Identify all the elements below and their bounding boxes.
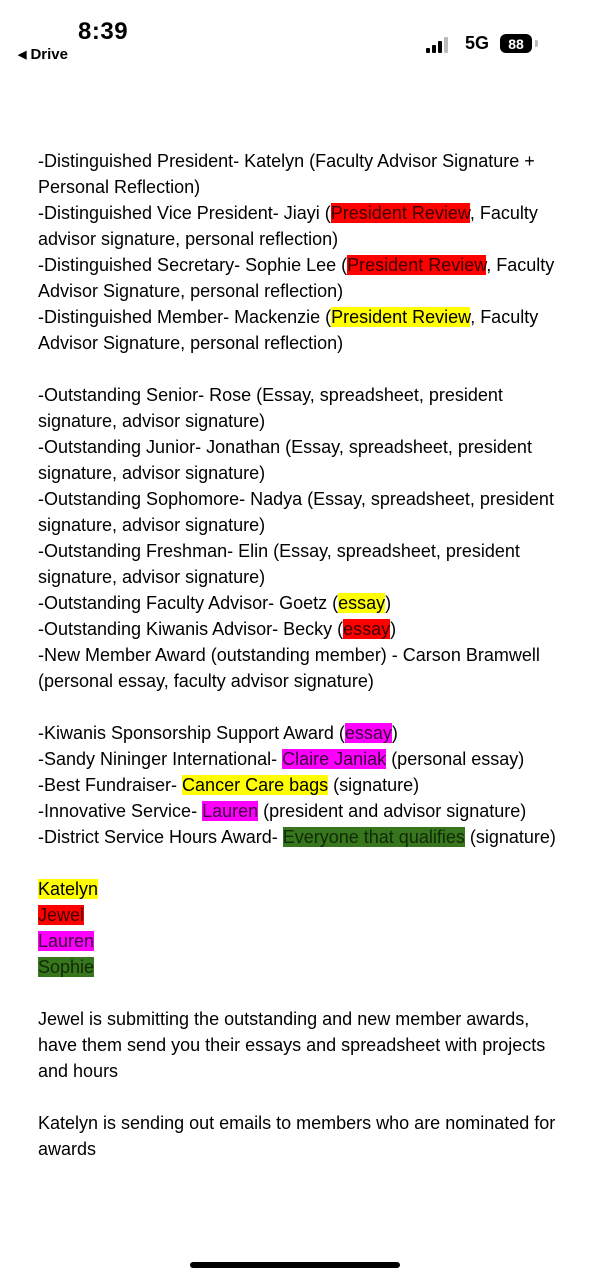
highlight-katelyn: President Review: [331, 307, 471, 327]
highlight-lauren: essay: [344, 723, 392, 743]
back-arrow-icon: ◀: [18, 49, 27, 61]
document-body: [38, 148, 568, 1162]
award-line: -Outstanding Freshman- Elin (Essay, spreadsheet, president signature, advisor signature): [38, 541, 520, 587]
award-line: -Distinguished Member- Mackenzie (President Review, Faculty Advisor Signature, personal reflection): [38, 307, 539, 353]
battery-cap-icon: [535, 40, 538, 47]
highlight-lauren: Lauren: [202, 801, 259, 821]
award-line: -Outstanding Senior- Rose (Essay, spreadsheet, president signature, advisor signature): [38, 385, 503, 431]
battery-icon: [500, 34, 532, 53]
award-line: -Outstanding Faculty Advisor- Goetz (essay): [38, 593, 392, 613]
award-line: -Outstanding Junior- Jonathan (Essay, spreadsheet, president signature, advisor signature): [38, 437, 532, 483]
award-line: -Kiwanis Sponsorship Support Award (essay): [38, 723, 398, 743]
award-line: -Innovative Service- Lauren (president and advisor signature): [38, 801, 527, 821]
home-indicator[interactable]: [190, 1262, 400, 1268]
legend-item-jewel: Jewel: [38, 905, 85, 925]
highlight-jewel: President Review: [330, 203, 470, 223]
highlight-sophie: Everyone that qualifies: [282, 827, 465, 847]
award-line: -Distinguished Secretary- Sophie Lee (President Review, Faculty Advisor Signature, personal reflection): [38, 255, 555, 301]
clock-time: 8:39: [78, 18, 129, 45]
highlight-katelyn: Cancer Care bags: [182, 775, 329, 795]
award-line: -Distinguished President- Katelyn (Faculty Advisor Signature + Personal Reflection): [38, 151, 535, 197]
network-type: 5G: [465, 33, 490, 53]
award-line: -Distinguished Vice President- Jiayi (President Review, Faculty advisor signature, personal reflection): [38, 203, 538, 249]
back-link-label: Drive: [30, 46, 68, 63]
award-line: -Best Fundraiser- Cancer Care bags (signature): [38, 775, 420, 795]
award-line: -District Service Hours Award- Everyone that qualifies (signature): [38, 827, 556, 847]
status-bar: [0, 0, 590, 80]
award-line: -Sandy Nininger International- Claire Janiak (personal essay): [38, 749, 525, 769]
award-line: -New Member Award (outstanding member) - Carson Bramwell (personal essay, faculty advisor signature): [38, 645, 540, 691]
legend-item-lauren: Lauren: [38, 931, 95, 951]
award-line: -Outstanding Kiwanis Advisor- Becky (essay): [38, 619, 397, 639]
legend-item-katelyn: Katelyn: [38, 879, 99, 899]
back-to-drive-link[interactable]: [18, 46, 68, 63]
highlight-katelyn: essay: [338, 593, 386, 613]
award-line: -Outstanding Sophomore- Nadya (Essay, spreadsheet, president signature, advisor signature): [38, 489, 554, 535]
note-paragraph: Katelyn is sending out emails to members who are nominated for awards: [38, 1113, 556, 1159]
highlight-lauren: Claire Janiak: [282, 749, 387, 769]
cellular-signal-icon: [426, 37, 452, 53]
legend-item-sophie: Sophie: [38, 957, 95, 977]
battery-level: 88: [508, 35, 524, 52]
note-paragraph: Jewel is submitting the outstanding and new member awards, have them send you their essays and spreadsheet with projects and hours: [38, 1009, 546, 1081]
highlight-jewel: essay: [343, 619, 391, 639]
highlight-jewel: President Review: [347, 255, 487, 275]
